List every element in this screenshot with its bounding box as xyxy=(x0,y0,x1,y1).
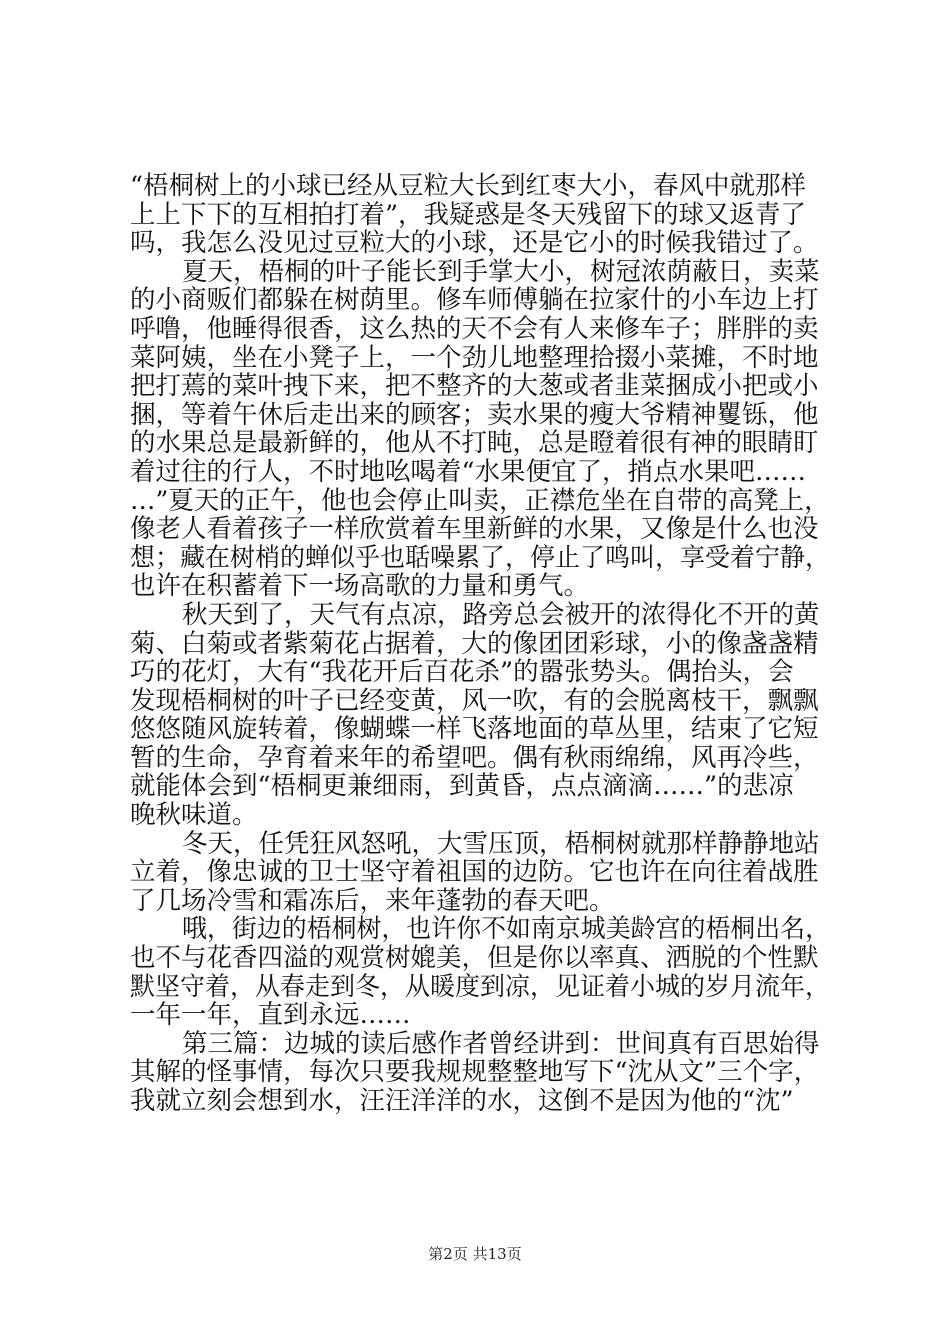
text-line: 上上下下的互相拍打着”，我疑惑是冬天残留下的球又返青了 xyxy=(130,199,807,230)
text-line: 菊、白菊或者紫菊花占据着，大的像团团彩球，小的像盏盏精 xyxy=(130,628,819,659)
text-line: 也不与花香四溢的观赏树媲美，但是你以率真、洒脱的个性默 xyxy=(130,943,819,974)
text-line: 其解的怪事情，每次只要我规规整整地写下“沈从文”三个字， xyxy=(130,1057,820,1088)
text-line: 巧的花灯，大有“我花开后百花杀”的嚣张势头。偶抬头，会 xyxy=(130,657,794,688)
text-line: 默坚守着，从春走到冬，从暖度到凉，见证着小城的岁月流年， xyxy=(130,971,831,1002)
text-line: 发现梧桐树的叶子已经变黄，风一吹，有的会脱离枝干，飘飘 xyxy=(130,685,819,716)
text-line: 着过往的行人，不时地吆喝着“水果便宜了，捎点水果吧…… xyxy=(130,456,807,487)
text-line: 呼噜，他睡得很香，这么热的天不会有人来修车子；胖胖的卖 xyxy=(130,313,819,344)
text-line: 晚秋味道。 xyxy=(130,800,258,831)
text-line: 悠悠随风旋转着，像蝴蝶一样飞落地面的草丛里，结束了它短 xyxy=(130,714,819,745)
text-line: 暂的生命，孕育着来年的希望吧。偶有秋雨绵绵，风再冷些， xyxy=(130,742,819,773)
text-line: 一年一年，直到永远…… xyxy=(130,1000,411,1031)
text-line: 菜阿姨，坐在小凳子上，一个劲儿地整理拾掇小菜摊，不时地 xyxy=(130,342,819,373)
text-line: 的水果总是最新鲜的，他从不打盹，总是瞪着很有神的眼睛盯 xyxy=(130,428,819,459)
text-line: 秋天到了，天气有点凉，路旁总会被开的浓得化不开的黄 xyxy=(182,599,820,630)
text-line: 冬天，任凭狂风怒吼，大雪压顶，梧桐树就那样静静地站 xyxy=(182,828,820,859)
text-line: 夏天，梧桐的叶子能长到手掌大小，树冠浓荫蔽日，卖菜 xyxy=(182,256,820,287)
text-line: “梧桐树上的小球已经从豆粒大长到红枣大小，春风中就那样 xyxy=(130,171,807,201)
text-line: 想；藏在树梢的蝉似乎也聒噪累了，停止了鸣叫，享受着宁静， xyxy=(130,542,831,573)
text-line: 了几场冷雪和霜冻后，来年蓬勃的春天吧。 xyxy=(130,885,615,916)
text-line: 吗，我怎么没见过豆粒大的小球，还是它小的时候我错过了。 xyxy=(130,228,819,259)
document-body xyxy=(130,172,830,1116)
text-line: 就能体会到“梧桐更兼细雨，到黄昏，点点滴滴……”的悲凉 xyxy=(130,771,794,802)
text-line: 捆，等着午休后走出来的顾客；卖水果的瘦大爷精神矍铄，他 xyxy=(130,399,819,430)
text-line: 第三篇：边城的读后感作者曾经讲到：世间真有百思始得 xyxy=(182,1028,820,1059)
text-line: 我就立刻会想到水，汪汪洋洋的水，这倒不是因为他的“沈” xyxy=(130,1086,794,1116)
text-line: …”夏天的正午，他也会停止叫卖，正襟危坐在自带的高凳上， xyxy=(130,485,830,516)
text-line: 像老人看着孩子一样欣赏着车里新鲜的水果，又像是什么也没 xyxy=(130,514,819,545)
text-line: 把打蔫的菜叶拽下来，把不整齐的大葱或者韭菜捆成小把或小 xyxy=(130,371,819,402)
text-line: 的小商贩们都躲在树荫里。修车师傅躺在拉家什的小车边上打 xyxy=(130,285,819,316)
text-line: 哦，街边的梧桐树，也许你不如南京城美龄宫的梧桐出名， xyxy=(182,914,831,945)
page-footer: 第2页 共13页 xyxy=(428,1245,522,1263)
text-line: 也许在积蓄着下一场高歌的力量和勇气。 xyxy=(130,571,590,602)
text-line: 立着，像忠诚的卫士坚守着祖国的边防。它也许在向往着战胜 xyxy=(130,857,819,888)
